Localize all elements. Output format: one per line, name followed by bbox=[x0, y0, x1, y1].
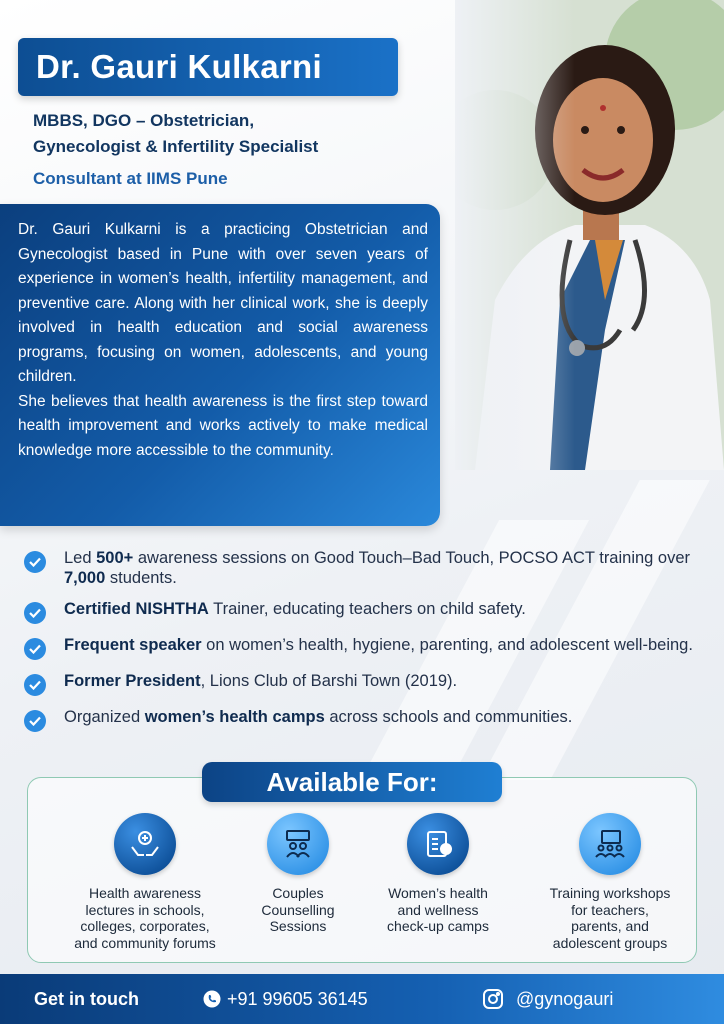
service-checkup-camps bbox=[348, 813, 528, 935]
achievement-item bbox=[24, 635, 704, 660]
achievement-fragment: awareness sessions on Good Touch–Bad Touch, POCSO ACT training over bbox=[133, 549, 691, 567]
achievement-highlight: Certified NISHTHA bbox=[64, 600, 209, 618]
bio-panel bbox=[0, 204, 440, 526]
health-hands-icon bbox=[114, 813, 176, 875]
instagram-link[interactable] bbox=[482, 988, 613, 1010]
achievement-highlight: women’s health camps bbox=[144, 708, 325, 726]
achievement-text bbox=[64, 635, 693, 655]
achievement-fragment: Trainer, educating teachers on child safety. bbox=[208, 600, 526, 618]
achievement-item bbox=[24, 671, 704, 696]
credentials bbox=[33, 108, 433, 160]
service-label: Health awareness lectures in schools, colleges, corporates, and community forums bbox=[74, 885, 216, 951]
achievement-highlight: 500+ bbox=[96, 549, 134, 567]
available-for-title: Available For: bbox=[202, 762, 502, 802]
achievement-fragment: , Lions Club of Barshi Town (2019). bbox=[200, 672, 458, 690]
achievement-item bbox=[24, 707, 704, 732]
service-training-workshops bbox=[520, 813, 700, 951]
check-icon bbox=[24, 638, 46, 660]
instagram-icon bbox=[482, 988, 504, 1010]
service-label: Training workshops for teachers, parents, and adolescent groups bbox=[549, 885, 671, 951]
bio-paragraph-1: Dr. Gauri Kulkarni is a practicing Obstetrician and Gynecologist based in Pune with over seven years of experience in women’s health, infertility management, and preventive care. Along with her clinical work, she is deeply involved in health education and social awareness programs, focusing on women, adolescents, and young children. bbox=[18, 221, 428, 385]
training-board-icon bbox=[579, 813, 641, 875]
credentials-line-2: Gynecologist & Infertility Specialist bbox=[33, 137, 319, 156]
achievement-text bbox=[64, 671, 457, 691]
achievement-fragment: across schools and communities. bbox=[324, 708, 573, 726]
achievement-text bbox=[64, 599, 526, 619]
get-in-touch-label: Get in touch bbox=[34, 988, 139, 1009]
phone-icon bbox=[203, 990, 221, 1008]
achievement-text bbox=[64, 548, 704, 588]
credentials-line-1: MBBS, DGO – Obstetrician, bbox=[33, 111, 255, 130]
achievement-text bbox=[64, 707, 572, 727]
phone-number: +91 99605 36145 bbox=[227, 988, 368, 1009]
check-icon bbox=[24, 674, 46, 696]
service-label: Couples Counselling Sessions bbox=[261, 885, 335, 934]
doctor-name: Dr. Gauri Kulkarni bbox=[36, 48, 322, 85]
check-icon bbox=[24, 551, 46, 573]
achievement-fragment: Led bbox=[64, 549, 97, 567]
service-label: Women’s health and wellness check-up camps bbox=[387, 885, 489, 934]
achievement-highlight: Former President bbox=[64, 672, 201, 690]
bio-paragraph-2: She believes that health awareness is the first step toward health improvement and works actively to make medical knowledge more accessible to the community. bbox=[18, 392, 428, 459]
name-banner bbox=[18, 38, 398, 96]
achievement-fragment: students. bbox=[105, 569, 177, 587]
check-icon bbox=[24, 602, 46, 624]
phone-link[interactable] bbox=[203, 989, 368, 1010]
instagram-handle: @gynogauri bbox=[516, 988, 614, 1009]
achievements-list bbox=[24, 548, 704, 743]
footer bbox=[0, 974, 724, 1024]
consultant-text: Consultant at IIMS Pune bbox=[33, 169, 228, 188]
achievement-item bbox=[24, 548, 704, 588]
couple-counselling-icon bbox=[267, 813, 329, 875]
achievement-item bbox=[24, 599, 704, 624]
check-icon bbox=[24, 710, 46, 732]
achievement-highlight: 7,000 bbox=[64, 569, 106, 587]
achievement-fragment: on women’s health, hygiene, parenting, and adolescent well-being. bbox=[201, 636, 693, 654]
checkup-clipboard-icon bbox=[407, 813, 469, 875]
achievement-highlight: Frequent speaker bbox=[64, 636, 202, 654]
doctor-photo bbox=[455, 0, 724, 470]
achievement-fragment: Organized bbox=[64, 708, 145, 726]
